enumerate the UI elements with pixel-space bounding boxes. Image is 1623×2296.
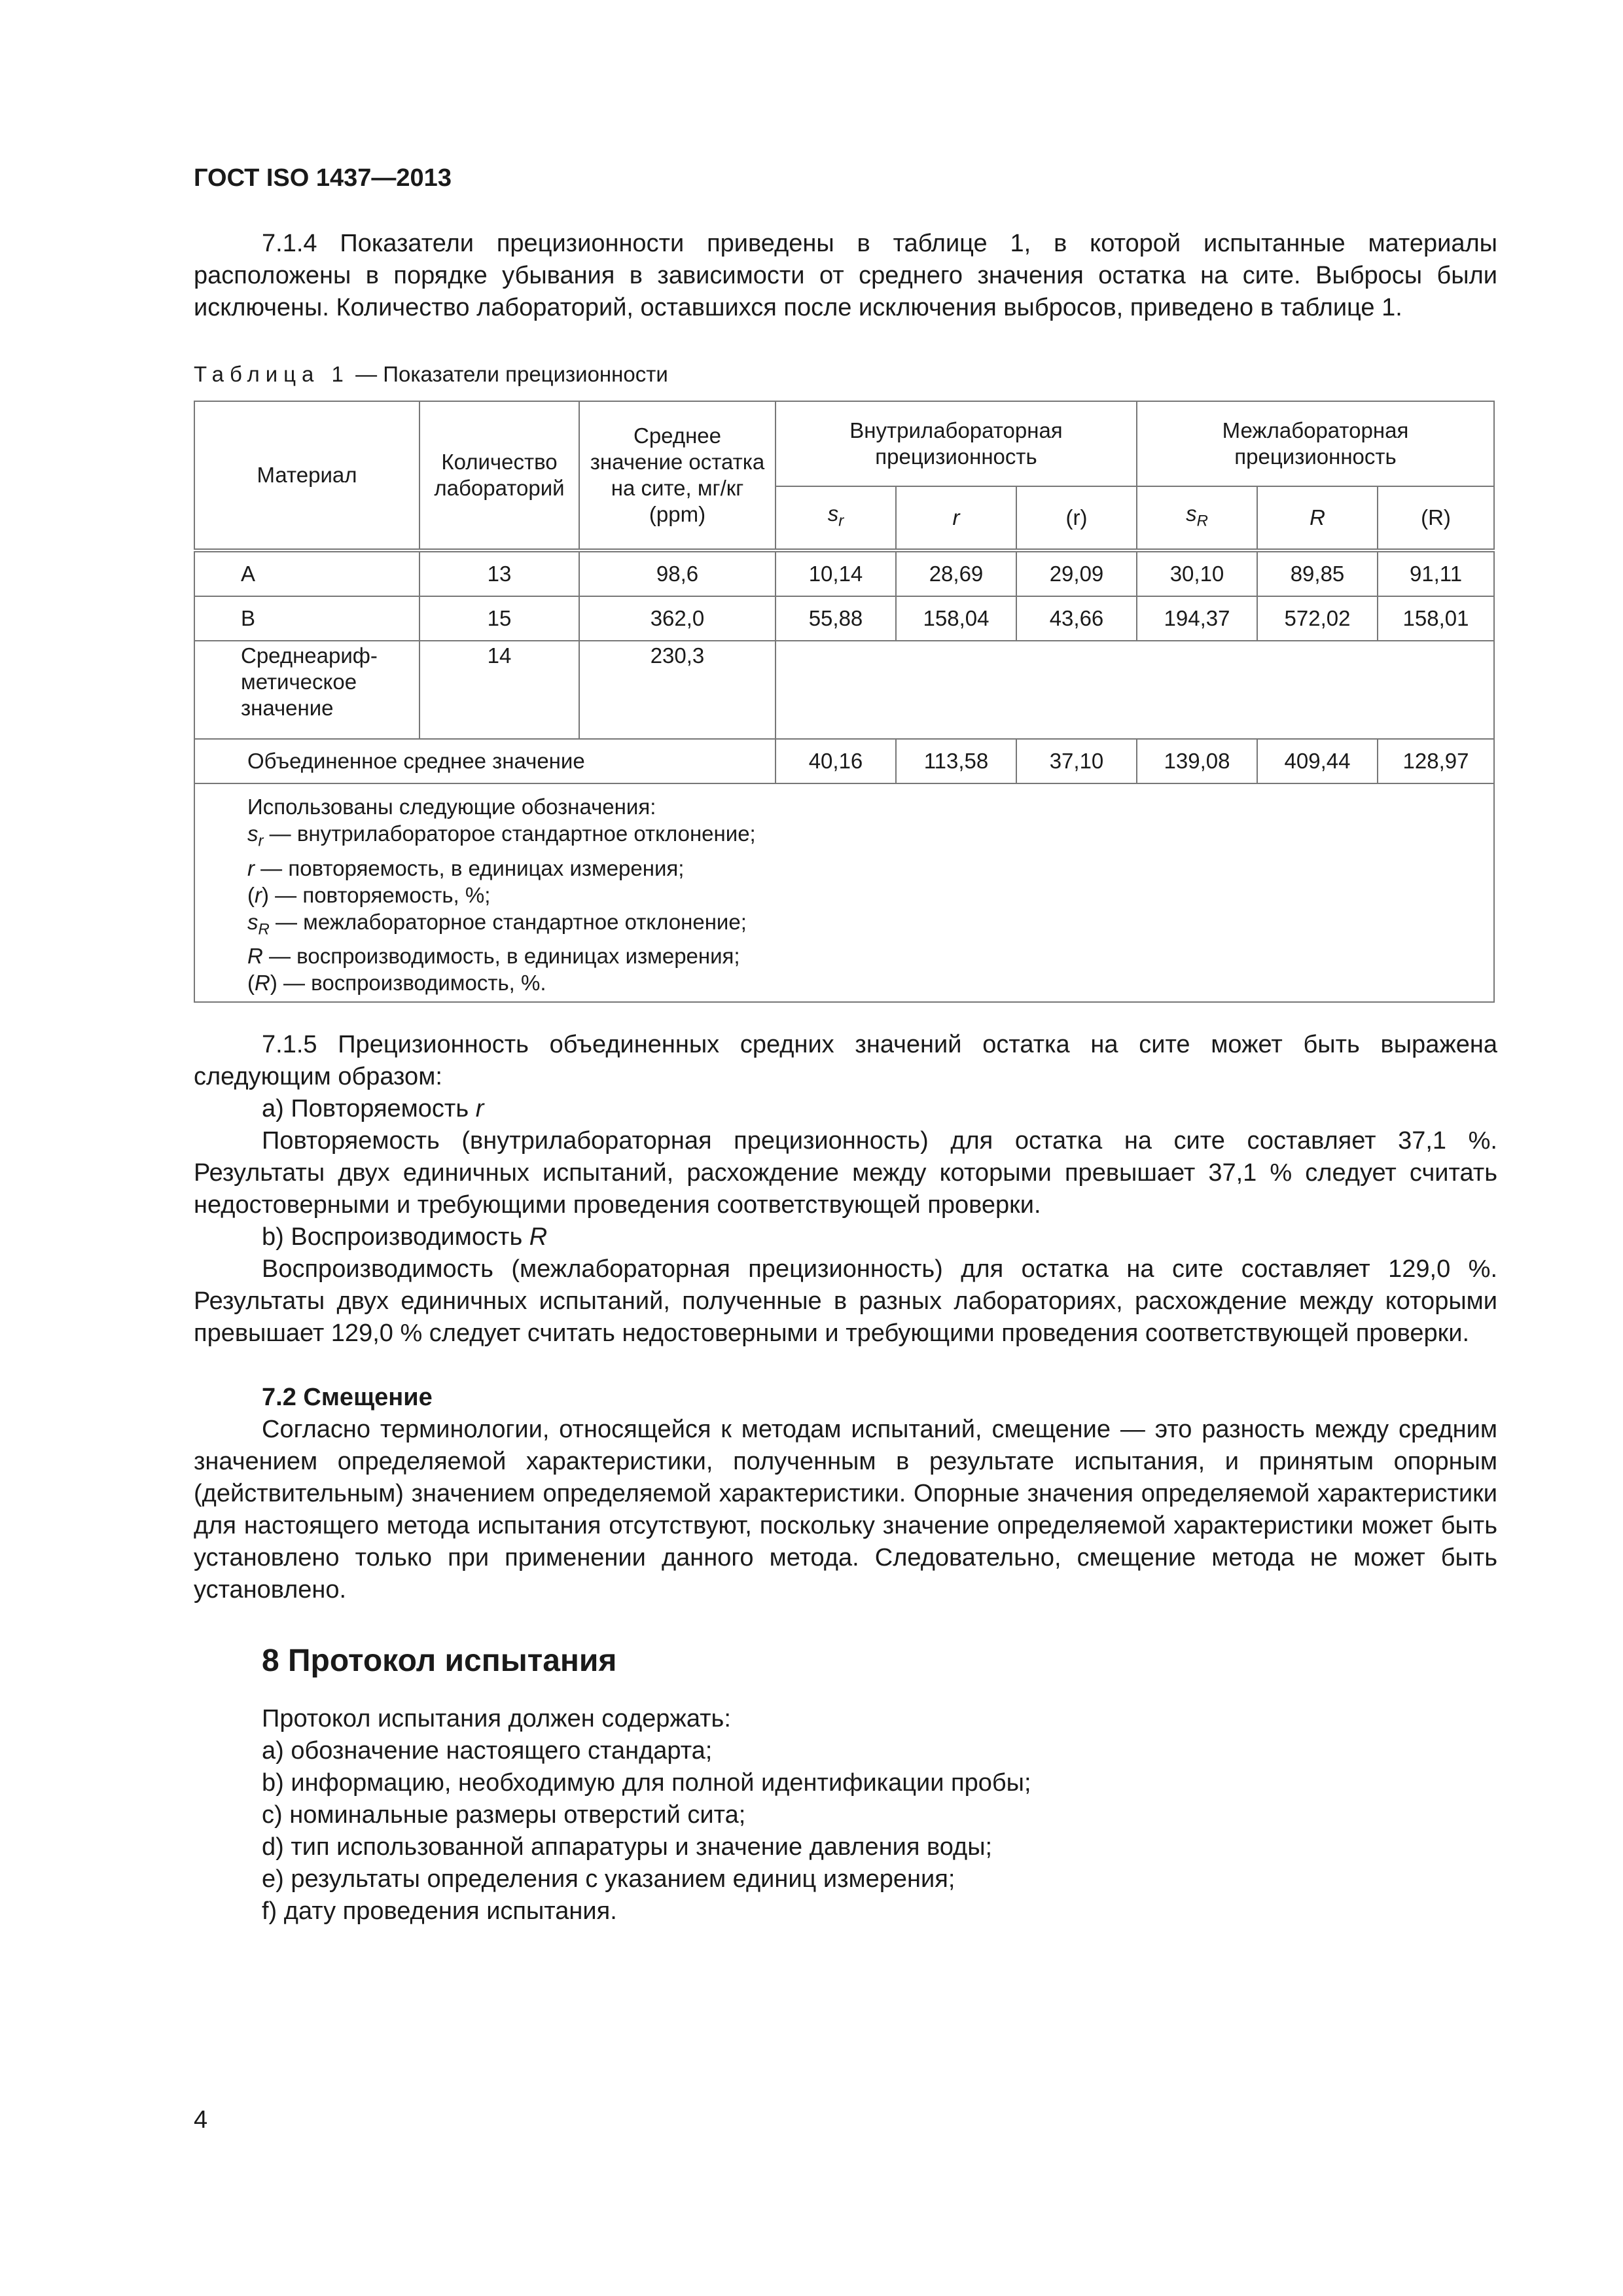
list-item: e) результаты определения с указанием единиц измерения;: [262, 1865, 955, 1893]
header-r-percent: (r): [1016, 486, 1137, 550]
legend-r-percent-symbol: r: [255, 882, 262, 907]
cell-material: B: [194, 596, 419, 641]
legend-r-percent: (r) — повторяемость, %;: [247, 882, 491, 907]
standard-header: ГОСТ ISO 1437—2013: [194, 164, 452, 192]
cell-pooled-R-percent: 128,97: [1378, 739, 1494, 783]
header-sr-subscript: r: [838, 512, 844, 530]
table-row: [194, 596, 1494, 641]
cell-r-percent: 29,09: [1016, 550, 1137, 596]
legend-row: [194, 783, 1494, 1002]
header-material: Материал: [194, 401, 419, 550]
cell-sr: 55,88: [776, 596, 896, 641]
header-sR-subscript: R: [1196, 512, 1208, 530]
legend-sr-text: — внутрилабораторое стандартное отклонение;: [263, 821, 756, 846]
legend-R-symbol: R: [247, 944, 263, 969]
legend-R-percent-symbol: R: [255, 971, 270, 996]
cell-pooled-r-percent: 37,10: [1016, 739, 1137, 783]
precision-table: [194, 401, 1495, 1003]
cell-R-percent: 158,01: [1378, 596, 1494, 641]
item-b-reproducibility: [262, 1221, 547, 1253]
list-item: b) информацию, необходимую для полной идентификации пробы;: [262, 1769, 1031, 1797]
heading-7-2: 7.2 Смещение: [262, 1384, 433, 1411]
table-legend: [194, 783, 1494, 1002]
legend-sR-subscript: R: [258, 920, 270, 939]
cell-sR: 194,37: [1137, 596, 1257, 641]
table-row: [194, 550, 1494, 596]
cell-R: 572,02: [1257, 596, 1378, 641]
item-b-symbol: R: [529, 1223, 548, 1251]
item-a-repeatability: [262, 1093, 484, 1125]
cell-pooled-sR: 139,08: [1137, 739, 1257, 783]
list-item: d) тип использованной аппаратуры и значение давления воды;: [262, 1833, 993, 1861]
cell-material: A: [194, 550, 419, 596]
cell-pooled-r: 113,58: [896, 739, 1016, 783]
cell-mean: 98,6: [579, 550, 776, 596]
cell-sR: 30,10: [1137, 550, 1257, 596]
legend-r: [247, 855, 1480, 882]
legend-r-percent-text: — повторяемость, %;: [269, 882, 491, 907]
header-r: r: [896, 486, 1016, 550]
pooled-row: [194, 739, 1494, 783]
cell-r-percent: 43,66: [1016, 596, 1137, 641]
paragraph-7-1-4: 7.1.4 Показатели прецизионности приведены в таблице 1, в которой испытанные материалы расположены в порядке убывания в зависимости от среднего значения остатка на сите. Выбросы были исключены. Количество лабораторий, оставшихся после исключения выбросов, приведено в таблице 1.: [194, 230, 1497, 321]
cell-average-empty: [776, 641, 1494, 739]
header-between-lab: Межлабораторная прецизионность: [1137, 401, 1494, 486]
cell-pooled-R: 409,44: [1257, 739, 1378, 783]
legend-sR: [247, 908, 1480, 943]
legend-r-symbol: r: [247, 855, 255, 880]
page-number: 4: [194, 2106, 208, 2134]
cell-pooled-label: Объединенное среднее значение: [194, 739, 776, 783]
list-item: a) обозначение настоящего стандарта;: [262, 1737, 713, 1765]
cell-average-mean: 230,3: [579, 641, 776, 739]
paragraph-repeatability: Повторяемость (внутрилабораторная прецизионность) для остатка на сите составляет 37,1 %. Результаты двух единичных испытаний, расхождение между которыми превышает 37,1 % следует считать недостоверными и требующими проведения соответствующей проверки.: [194, 1127, 1497, 1219]
legend-intro: Использованы следующие обозначения:: [247, 795, 656, 819]
cell-r: 158,04: [896, 596, 1016, 641]
header-mean: Среднее значение остатка на сите, мг/кг (ppm): [579, 401, 776, 550]
cell-pooled-sr: 40,16: [776, 739, 896, 783]
legend-sR-text: — межлабораторное стандартное отклонение;: [269, 909, 747, 934]
header-sR-symbol: s: [1186, 501, 1197, 526]
cell-labs: 13: [419, 550, 579, 596]
legend-R: [247, 942, 1480, 969]
heading-section-8: 8 Протокол испытания: [262, 1643, 617, 1678]
cell-R-percent: 91,11: [1378, 550, 1494, 596]
header-R-percent: (R): [1378, 486, 1494, 550]
legend-sR-symbol: s: [247, 909, 259, 934]
header-sR: [1137, 486, 1257, 550]
cell-average-label: Среднеариф-метическое значение: [194, 641, 419, 739]
header-sr-symbol: s: [827, 501, 839, 526]
cell-r: 28,69: [896, 550, 1016, 596]
item-a-symbol: r: [475, 1095, 484, 1122]
legend-sr-symbol: s: [247, 821, 259, 846]
list-item: c) номинальные размеры отверстий сита;: [262, 1801, 746, 1829]
legend-R-percent: (R) — воспроизводимость, %.: [247, 971, 546, 996]
header-within-lab: Внутрилабораторная прецизионность: [776, 401, 1137, 486]
header-sr: [776, 486, 896, 550]
item-a-label: a) Повторяемость: [262, 1095, 476, 1122]
table-caption-number: Таблица 1: [194, 362, 349, 386]
cell-mean: 362,0: [579, 596, 776, 641]
section-8-intro: Протокол испытания должен содержать:: [262, 1705, 731, 1732]
header-R: R: [1257, 486, 1378, 550]
legend-R-percent-text: — воспроизводимость, %.: [277, 971, 546, 996]
average-row: [194, 641, 1494, 739]
cell-labs: 15: [419, 596, 579, 641]
paragraph-reproducibility: Воспроизводимость (межлабораторная прецизионность) для остатка на сите составляет 129,0 %. Результаты двух единичных испытаний, полученные в разных лабораториях, расхождение между которыми превышает 129,0 % следует считать недостоверными и требующими проведения соответствующей проверки.: [194, 1255, 1497, 1347]
legend-sr-subscript: r: [258, 832, 264, 850]
legend-R-text: — воспроизводимость, в единицах измерения;: [262, 944, 740, 969]
table-caption-title: — Показатели прецизионности: [349, 362, 668, 386]
cell-R: 89,85: [1257, 550, 1378, 596]
cell-average-labs: 14: [419, 641, 579, 739]
legend-sr: [247, 820, 1480, 855]
header-labs: Количество лабораторий: [419, 401, 579, 550]
paragraph-7-1-5: 7.1.5 Прецизионность объединенных средних значений остатка на сите может быть выражена следующим образом:: [194, 1031, 1497, 1090]
list-item: f) дату проведения испытания.: [262, 1897, 617, 1925]
legend-r-text: — повторяемость, в единицах измерения;: [255, 855, 685, 880]
paragraph-bias: Согласно терминологии, относящейся к методам испытаний, смещение — это разность между средним значением определяемой характеристики, полученным в результате испытания, и принятым опорным (действительным) значением определяемой характеристики. Опорные значения определяемой характеристики для настоящего метода испытания отсутствуют, поскольку значение определяемой характеристики может быть установлено только при применении данного метода. Следовательно, смещение метода не может быть установлено.: [194, 1416, 1497, 1604]
item-b-label: b) Воспроизводимость: [262, 1223, 529, 1251]
cell-sr: 10,14: [776, 550, 896, 596]
table-caption: [194, 361, 668, 388]
